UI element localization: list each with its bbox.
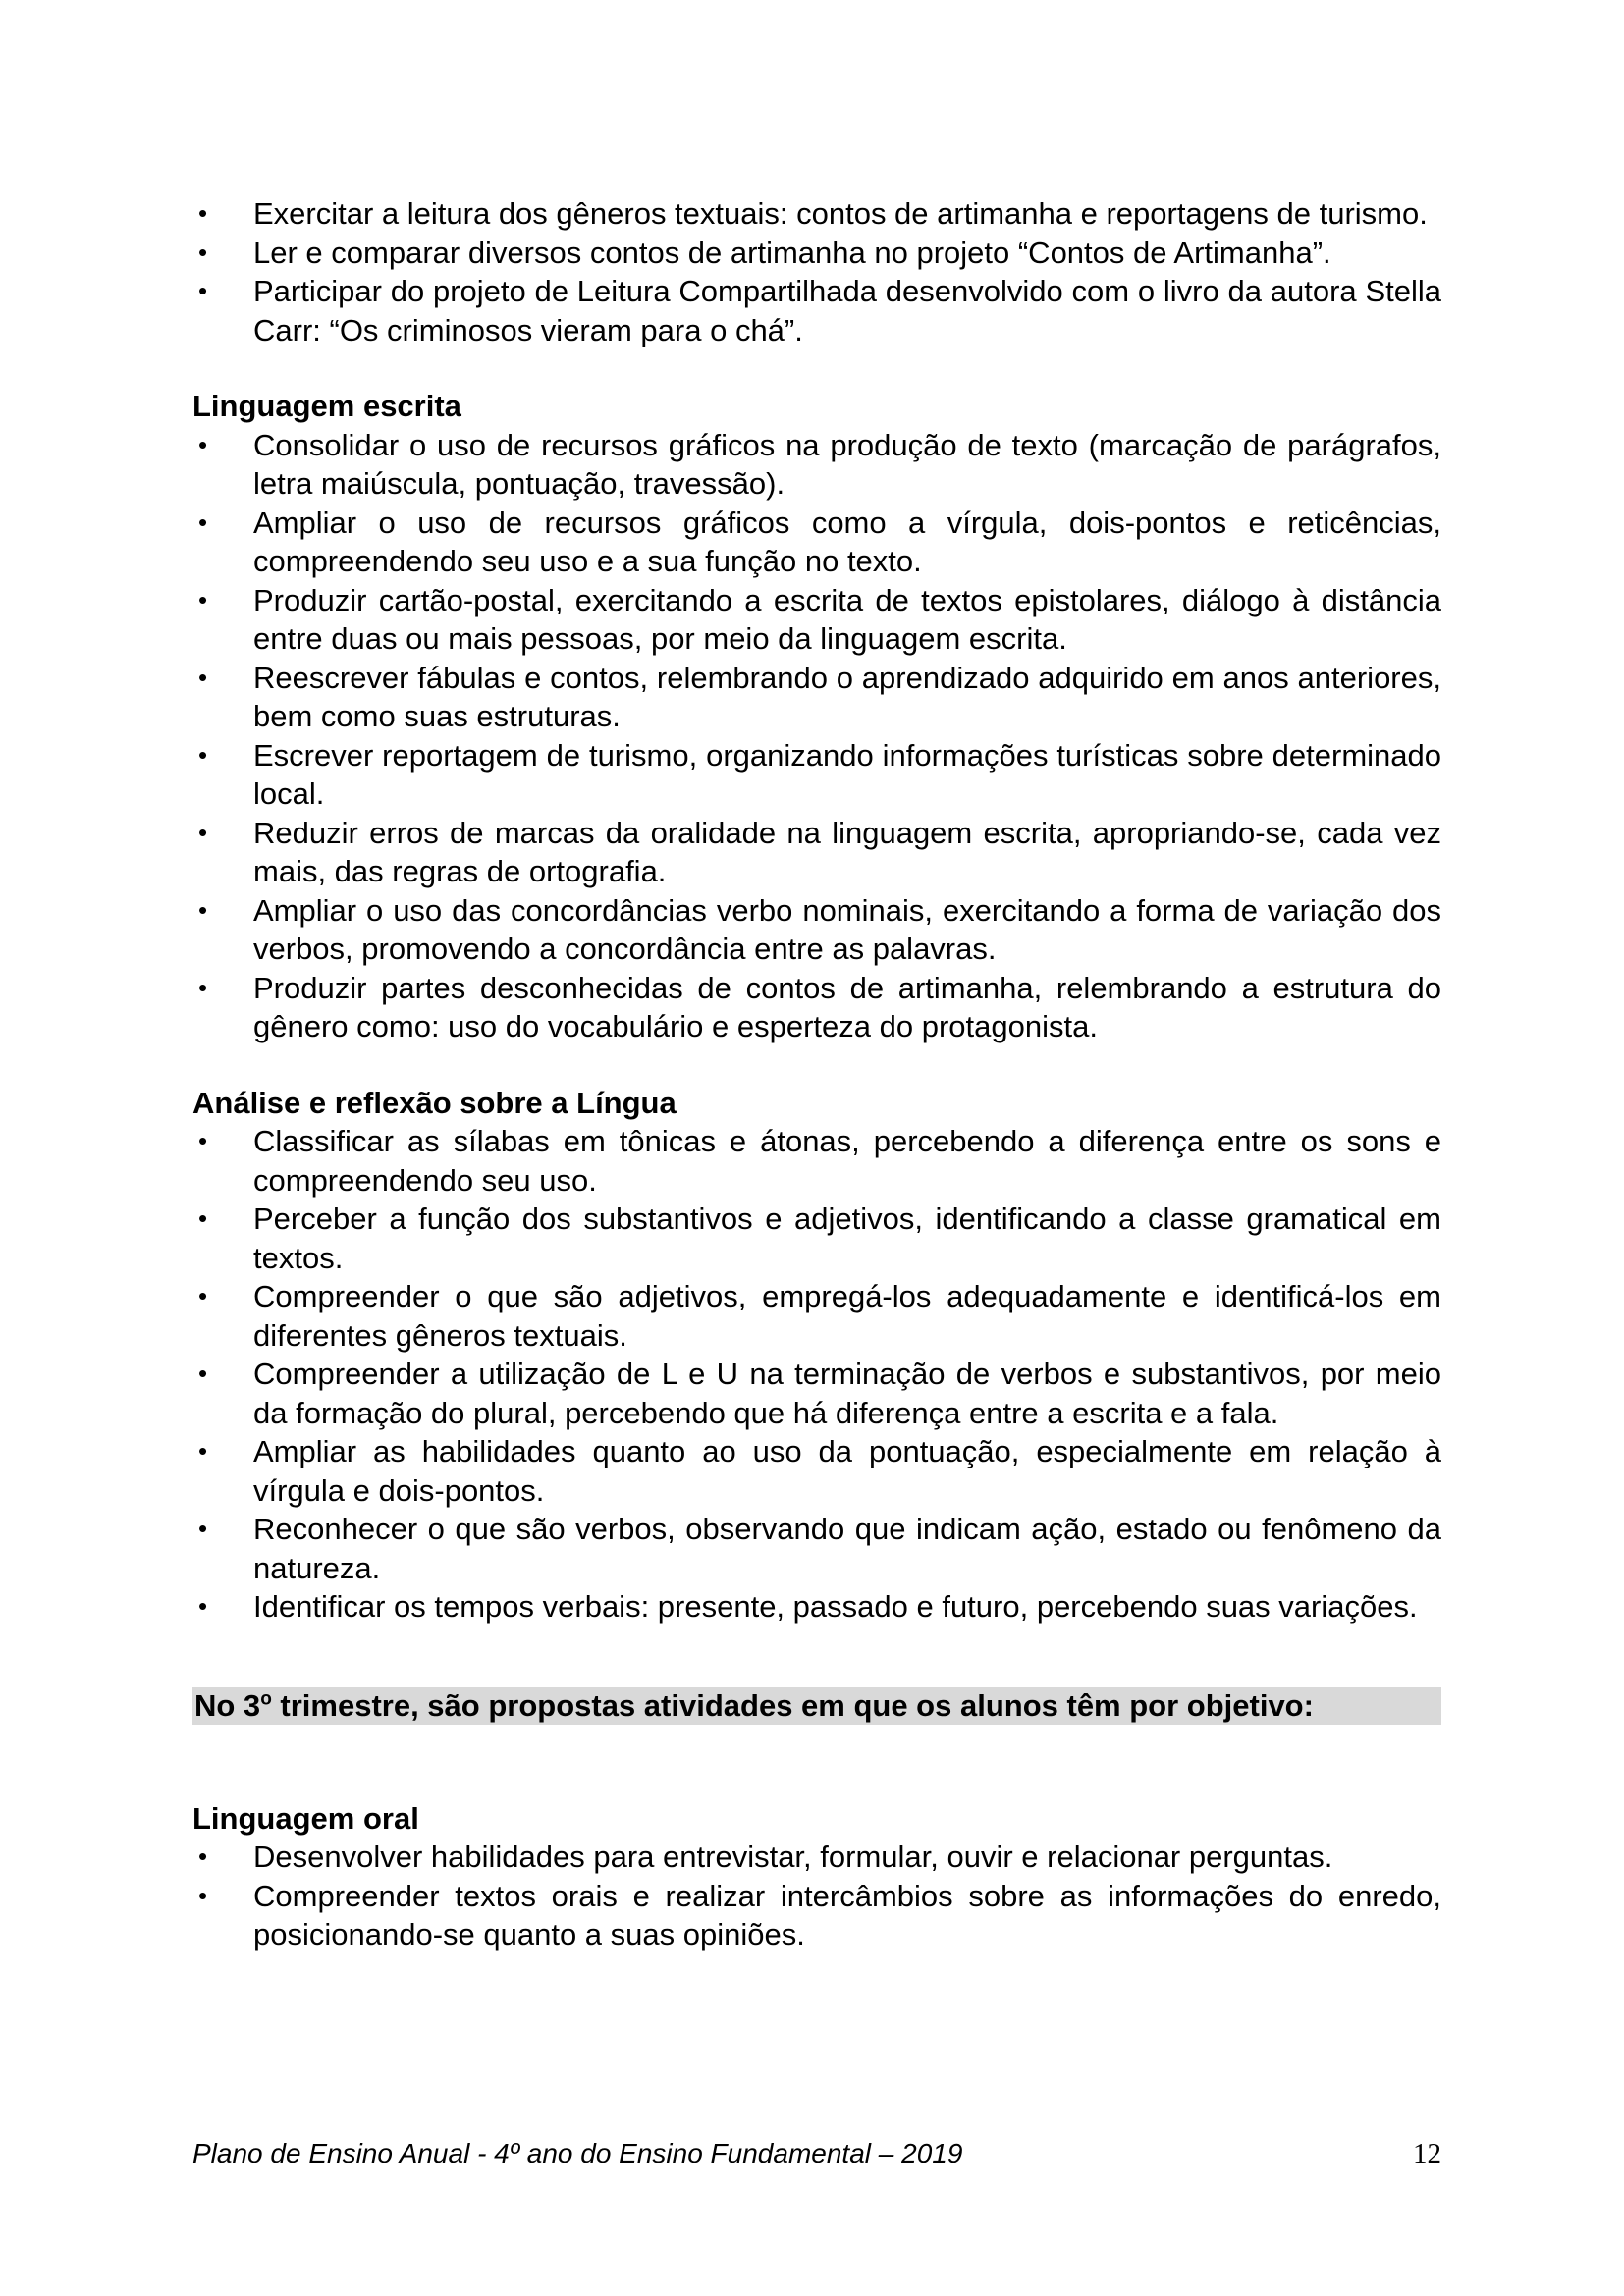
bullet-icon: • — [198, 1880, 208, 1910]
list-item: • Identificar os tempos verbais: presente, passado e futuro, percebendo suas variações. — [192, 1587, 1441, 1627]
page-number: 12 — [1413, 2138, 1441, 2169]
list-item: • Ampliar o uso das concordâncias verbo nominais, exercitando a forma de variação dos verbos, promovendo a concordância entre as palavras. — [198, 892, 1441, 966]
bullet-icon: • — [198, 1203, 208, 1233]
list-item: • Perceber a função dos substantivos e adjetivos, identificando a classe gramatical em textos. — [198, 1201, 1441, 1275]
list-item: • Exercitar a leitura dos gêneros textuais: contos de artimanha e reportagens de turismo. — [192, 194, 1441, 234]
list-item: • Classificar as sílabas em tônicas e átonas, percebendo a diferença entre os sons e compreendendo seu uso. — [198, 1124, 1441, 1198]
list-item: • Compreender a utilização de L e U na terminação de verbos e substantivos, por meio da formação do plural, percebendo que há diferença entre a escrita e a fala. — [198, 1357, 1441, 1430]
bullet-icon: • — [198, 1436, 208, 1466]
bullet-icon: • — [198, 739, 208, 770]
list-item: • Ampliar o uso de recursos gráficos como a vírgula, dois-pontos e reticências, compreendendo seu uso e a sua função no texto. — [198, 505, 1441, 578]
section-heading-analise: Análise e reflexão sobre a Língua — [192, 1085, 677, 1120]
list-item: • Participar do projeto de Leitura Compartilhada desenvolvido com o livro da autora Stella Carr: “Os criminosos vieram para o chá”. — [198, 274, 1441, 347]
oral-list — [192, 1838, 1441, 1954]
list-item: • Compreender o que são adjetivos, empregá-los adequadamente e identificá-los em diferentes gêneros textuais. — [198, 1279, 1441, 1353]
list-item: • Reconhecer o que são verbos, observando que indicam ação, estado ou fenômeno da natureza. — [198, 1512, 1441, 1585]
list-item: • Compreender textos orais e realizar intercâmbios sobre as informações do enredo, posicionando-se quanto a suas opiniões. — [198, 1878, 1441, 1951]
bullet-icon: • — [198, 1591, 208, 1621]
document-body — [192, 194, 1441, 1954]
bullet-icon: • — [198, 1126, 208, 1155]
list-item: • Desenvolver habilidades para entrevistar, formular, ouvir e relacionar perguntas. — [192, 1838, 1441, 1877]
list-item: • Produzir cartão-postal, exercitando a escrita de textos epistolares, diálogo à distância entre duas ou mais pessoas, por meio da linguagem escrita. — [198, 582, 1441, 656]
bullet-icon: • — [198, 507, 208, 537]
bullet-icon: • — [198, 276, 208, 305]
bullet-icon: • — [198, 429, 208, 459]
bullet-icon: • — [198, 894, 208, 925]
analise-list — [192, 1122, 1441, 1627]
page-footer — [192, 2138, 1441, 2170]
bullet-icon: • — [198, 817, 208, 847]
bullet-icon: • — [198, 198, 208, 228]
list-item: • Consolidar o uso de recursos gráficos na produção de texto (marcação de parágrafos, letra maiúscula, pontuação, travessão). — [198, 427, 1441, 501]
escrita-list — [192, 426, 1441, 1046]
list-item: • Produzir partes desconhecidas de contos de artimanha, relembrando a estrutura do gênero como: uso do vocabulário e esperteza do protagonista. — [198, 970, 1441, 1043]
list-item: • Ler e comparar diversos contos de artimanha no projeto “Contos de Artimanha”. — [192, 234, 1441, 273]
list-item: • Reduzir erros de marcas da oralidade na linguagem escrita, apropriando-se, cada vez mais, das regras de ortografia. — [198, 815, 1441, 888]
list-item: • Reescrever fábulas e contos, relembrando o aprendizado adquirido em anos anteriores, bem como suas estruturas. — [198, 660, 1441, 733]
bullet-icon: • — [198, 972, 208, 1002]
bullet-icon: • — [198, 237, 208, 267]
intro-list — [192, 194, 1441, 349]
section-heading-oral: Linguagem oral — [192, 1800, 419, 1836]
bullet-icon: • — [198, 1359, 208, 1388]
list-item: • Escrever reportagem de turismo, organizando informações turísticas sobre determinado local. — [198, 737, 1441, 811]
bullet-icon: • — [198, 584, 208, 614]
bullet-icon: • — [198, 662, 208, 692]
list-item: • Ampliar as habilidades quanto ao uso da pontuação, especialmente em relação à vírgula e dois-pontos. — [198, 1434, 1441, 1508]
footer-title: Plano de Ensino Anual - 4º ano do Ensino Fundamental – 2019 — [192, 2138, 963, 2168]
bullet-icon: • — [198, 1514, 208, 1543]
bullet-icon: • — [198, 1842, 208, 1871]
trimestre-heading: No 3$^o$ trimestre, são propostas atividades em que os alunos têm por objetivo: — [192, 1687, 1441, 1725]
bullet-icon: • — [198, 1281, 208, 1310]
section-heading-escrita: Linguagem escrita — [192, 389, 461, 423]
